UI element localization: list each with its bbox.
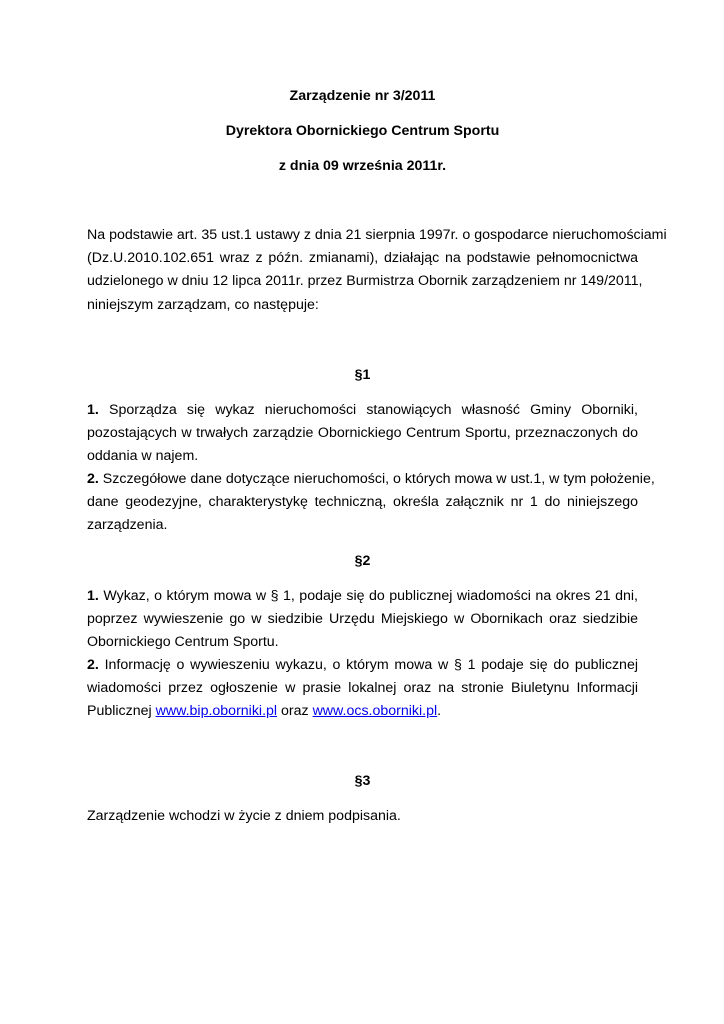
- preamble-line: niniejszym zarządzam, co następuje:: [87, 296, 319, 313]
- item-number: 2.: [87, 471, 99, 487]
- section-3-text: Zarządzenie wchodzi w życie z dniem podpisania.: [87, 808, 401, 824]
- item-number: 2.: [87, 657, 99, 673]
- section-3-paragraph: [87, 805, 638, 828]
- section-2-item-2-line: wiadomości przez ogłoszenie w prasie lokalnej oraz na stronie Biuletynu Informacji: [87, 680, 638, 697]
- section-2-item-2-line: [87, 654, 638, 677]
- item-text: Informację o wywieszeniu wykazu, o którym mowa w § 1 podaje się do publicznej: [104, 657, 638, 673]
- section-2-heading: §2: [354, 553, 371, 569]
- preamble-paragraph: [87, 224, 667, 317]
- document-title: Zarządzenie nr 3/2011: [289, 88, 436, 104]
- item-text: oraz: [277, 703, 313, 720]
- section-1-item-1: [87, 399, 638, 469]
- item-text: Publicznej: [87, 703, 156, 720]
- section-2-item-1-line: Obornickiego Centrum Sportu.: [87, 634, 279, 651]
- section-3-heading: §3: [354, 773, 371, 789]
- section-2-item-1-line: poprzez wywieszenie go w siedzibie Urzędu Miejskiego w Obornikach oraz siedzibie: [87, 611, 638, 628]
- preamble-line: udzielonego w dniu 12 lipca 2011r. przez Burmistrza Obornik zarządzeniem nr 149/2011,: [87, 273, 643, 290]
- document-page: [87, 0, 667, 1024]
- item-text: Sporządza się wykaz nieruchomości stanowiących własność Gminy Oborniki,: [108, 402, 638, 418]
- document-date: z dnia 09 września 2011r.: [278, 158, 447, 174]
- item-text: .: [437, 703, 442, 720]
- section-1-item-1-line: pozostających w trwałych zarządzie Obornickiego Centrum Sportu, przeznaczonych do: [87, 425, 638, 442]
- item-number: 1.: [87, 588, 99, 604]
- bip-link[interactable]: www.bip.oborniki.pl: [155, 703, 278, 720]
- section-1-item-2-line: [87, 468, 655, 491]
- item-number: 1.: [87, 402, 99, 418]
- section-1-item-2: [87, 468, 655, 538]
- section-1-item-1-line: oddania w najem.: [87, 448, 199, 465]
- ocs-link[interactable]: www.ocs.oborniki.pl: [312, 703, 438, 720]
- document-issuer: Dyrektora Obornickiego Centrum Sportu: [225, 123, 500, 139]
- item-text: Wykaz, o którym mowa w § 1, podaje się do publicznej wiadomości na okres 21 dni,: [103, 588, 638, 604]
- section-2-item-1: [87, 585, 638, 655]
- section-1-item-2-line: zarządzenia.: [87, 517, 168, 534]
- preamble-line: (Dz.U.2010.102.651 wraz z późn. zmianami), działając na podstawie pełnomocnictwa: [87, 250, 638, 267]
- preamble-line: Na podstawie art. 35 ust.1 ustawy z dnia 21 sierpnia 1997r. o gospodarce nieruchomościami: [87, 227, 667, 243]
- section-1-item-2-line: dane geodezyjne, charakterystykę techniczną, określa załącznik nr 1 do niniejszego: [87, 494, 638, 511]
- section-2-item-2-line: [87, 700, 638, 723]
- section-2-item-2: [87, 654, 638, 724]
- section-2-item-1-line: [87, 585, 638, 608]
- section-1-heading: §1: [354, 367, 371, 383]
- item-text: Szczegółowe dane dotyczące nieruchomości, o których mowa w ust.1, w tym położenie,: [102, 471, 655, 487]
- section-1-item-1-line: [87, 399, 638, 422]
